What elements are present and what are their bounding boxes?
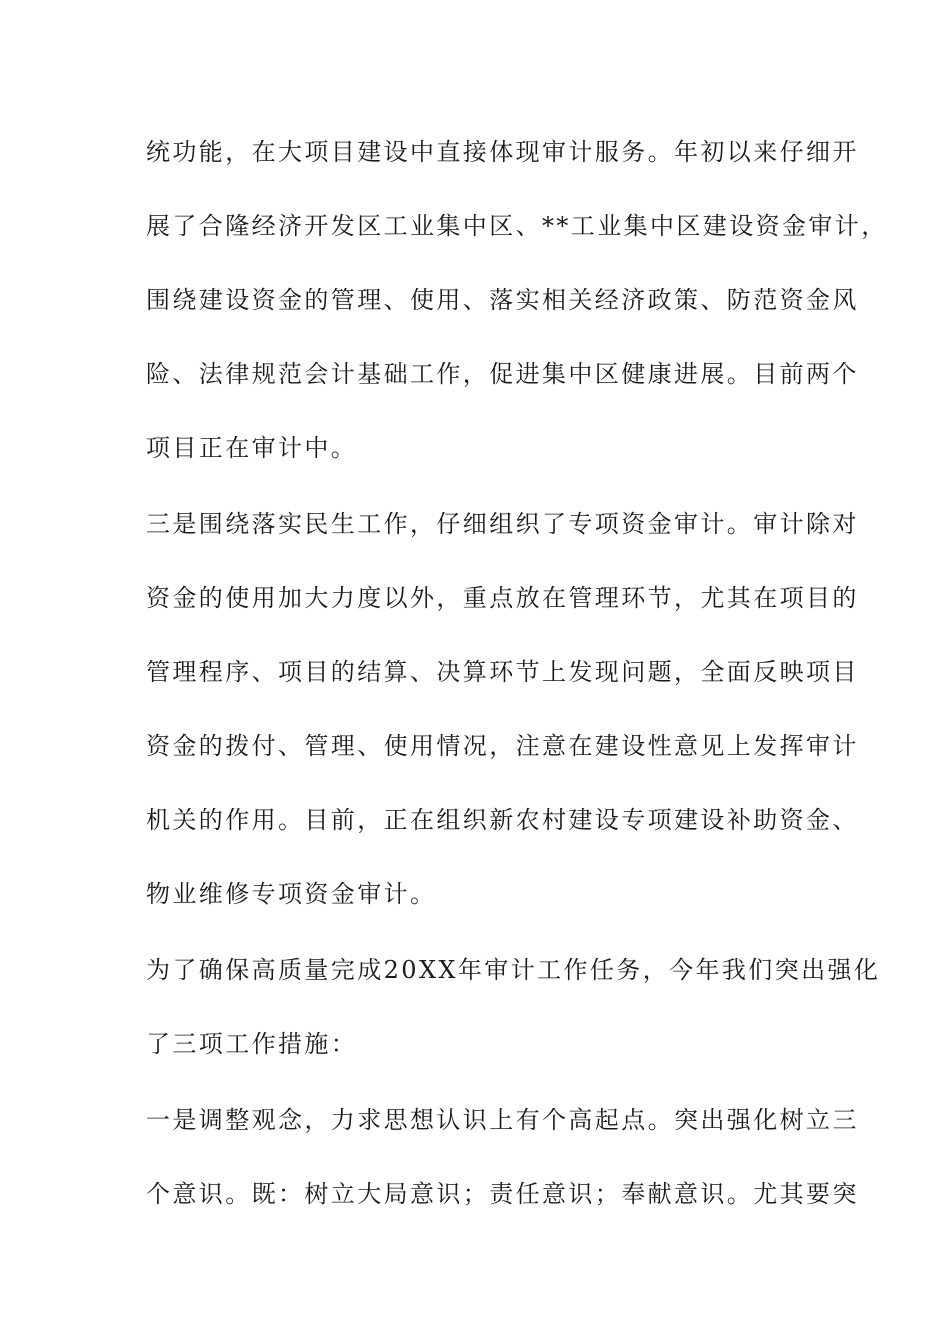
text-line: 机关的作用。目前，正在组织新农村建设专项建设补助资金、 [146,806,859,834]
text-line: 为了确保高质量完成20XX年审计工作任务，今年我们突出强化 [146,956,881,984]
text-line: 项目正在审计中。 [146,434,358,462]
text-line: 三是围绕落实民生工作，仔细组织了专项资金审计。审计除对 [146,510,859,538]
text-line: 展了合隆经济开发区工业集中区、**工业集中区建设资金审计， [146,212,888,240]
text-line: 资金的使用加大力度以外，重点放在管理环节，尤其在项目的 [146,584,859,612]
text-line: 物业维修专项资金审计。 [146,880,437,908]
text-line: 了三项工作措施： [146,1030,358,1058]
text-line: 资金的拨付、管理、使用情况，注意在建设性意见上发挥审计 [146,732,859,760]
text-line: 险、法律规范会计基础工作，促进集中区健康进展。目前两个 [146,360,859,388]
text-line: 个意识。既：树立大局意识；责任意识；奉献意识。尤其要突 [146,1180,859,1208]
text-line: 管理程序、项目的结算、决算环节上发现问题，全面反映项目 [146,658,859,686]
text-line: 一是调整观念，力求思想认识上有个高起点。突出强化树立三 [146,1106,859,1134]
text-line: 围绕建设资金的管理、使用、落实相关经济政策、防范资金风 [146,286,859,314]
text-line: 统功能，在大项目建设中直接体现审计服务。年初以来仔细开 [146,138,859,166]
